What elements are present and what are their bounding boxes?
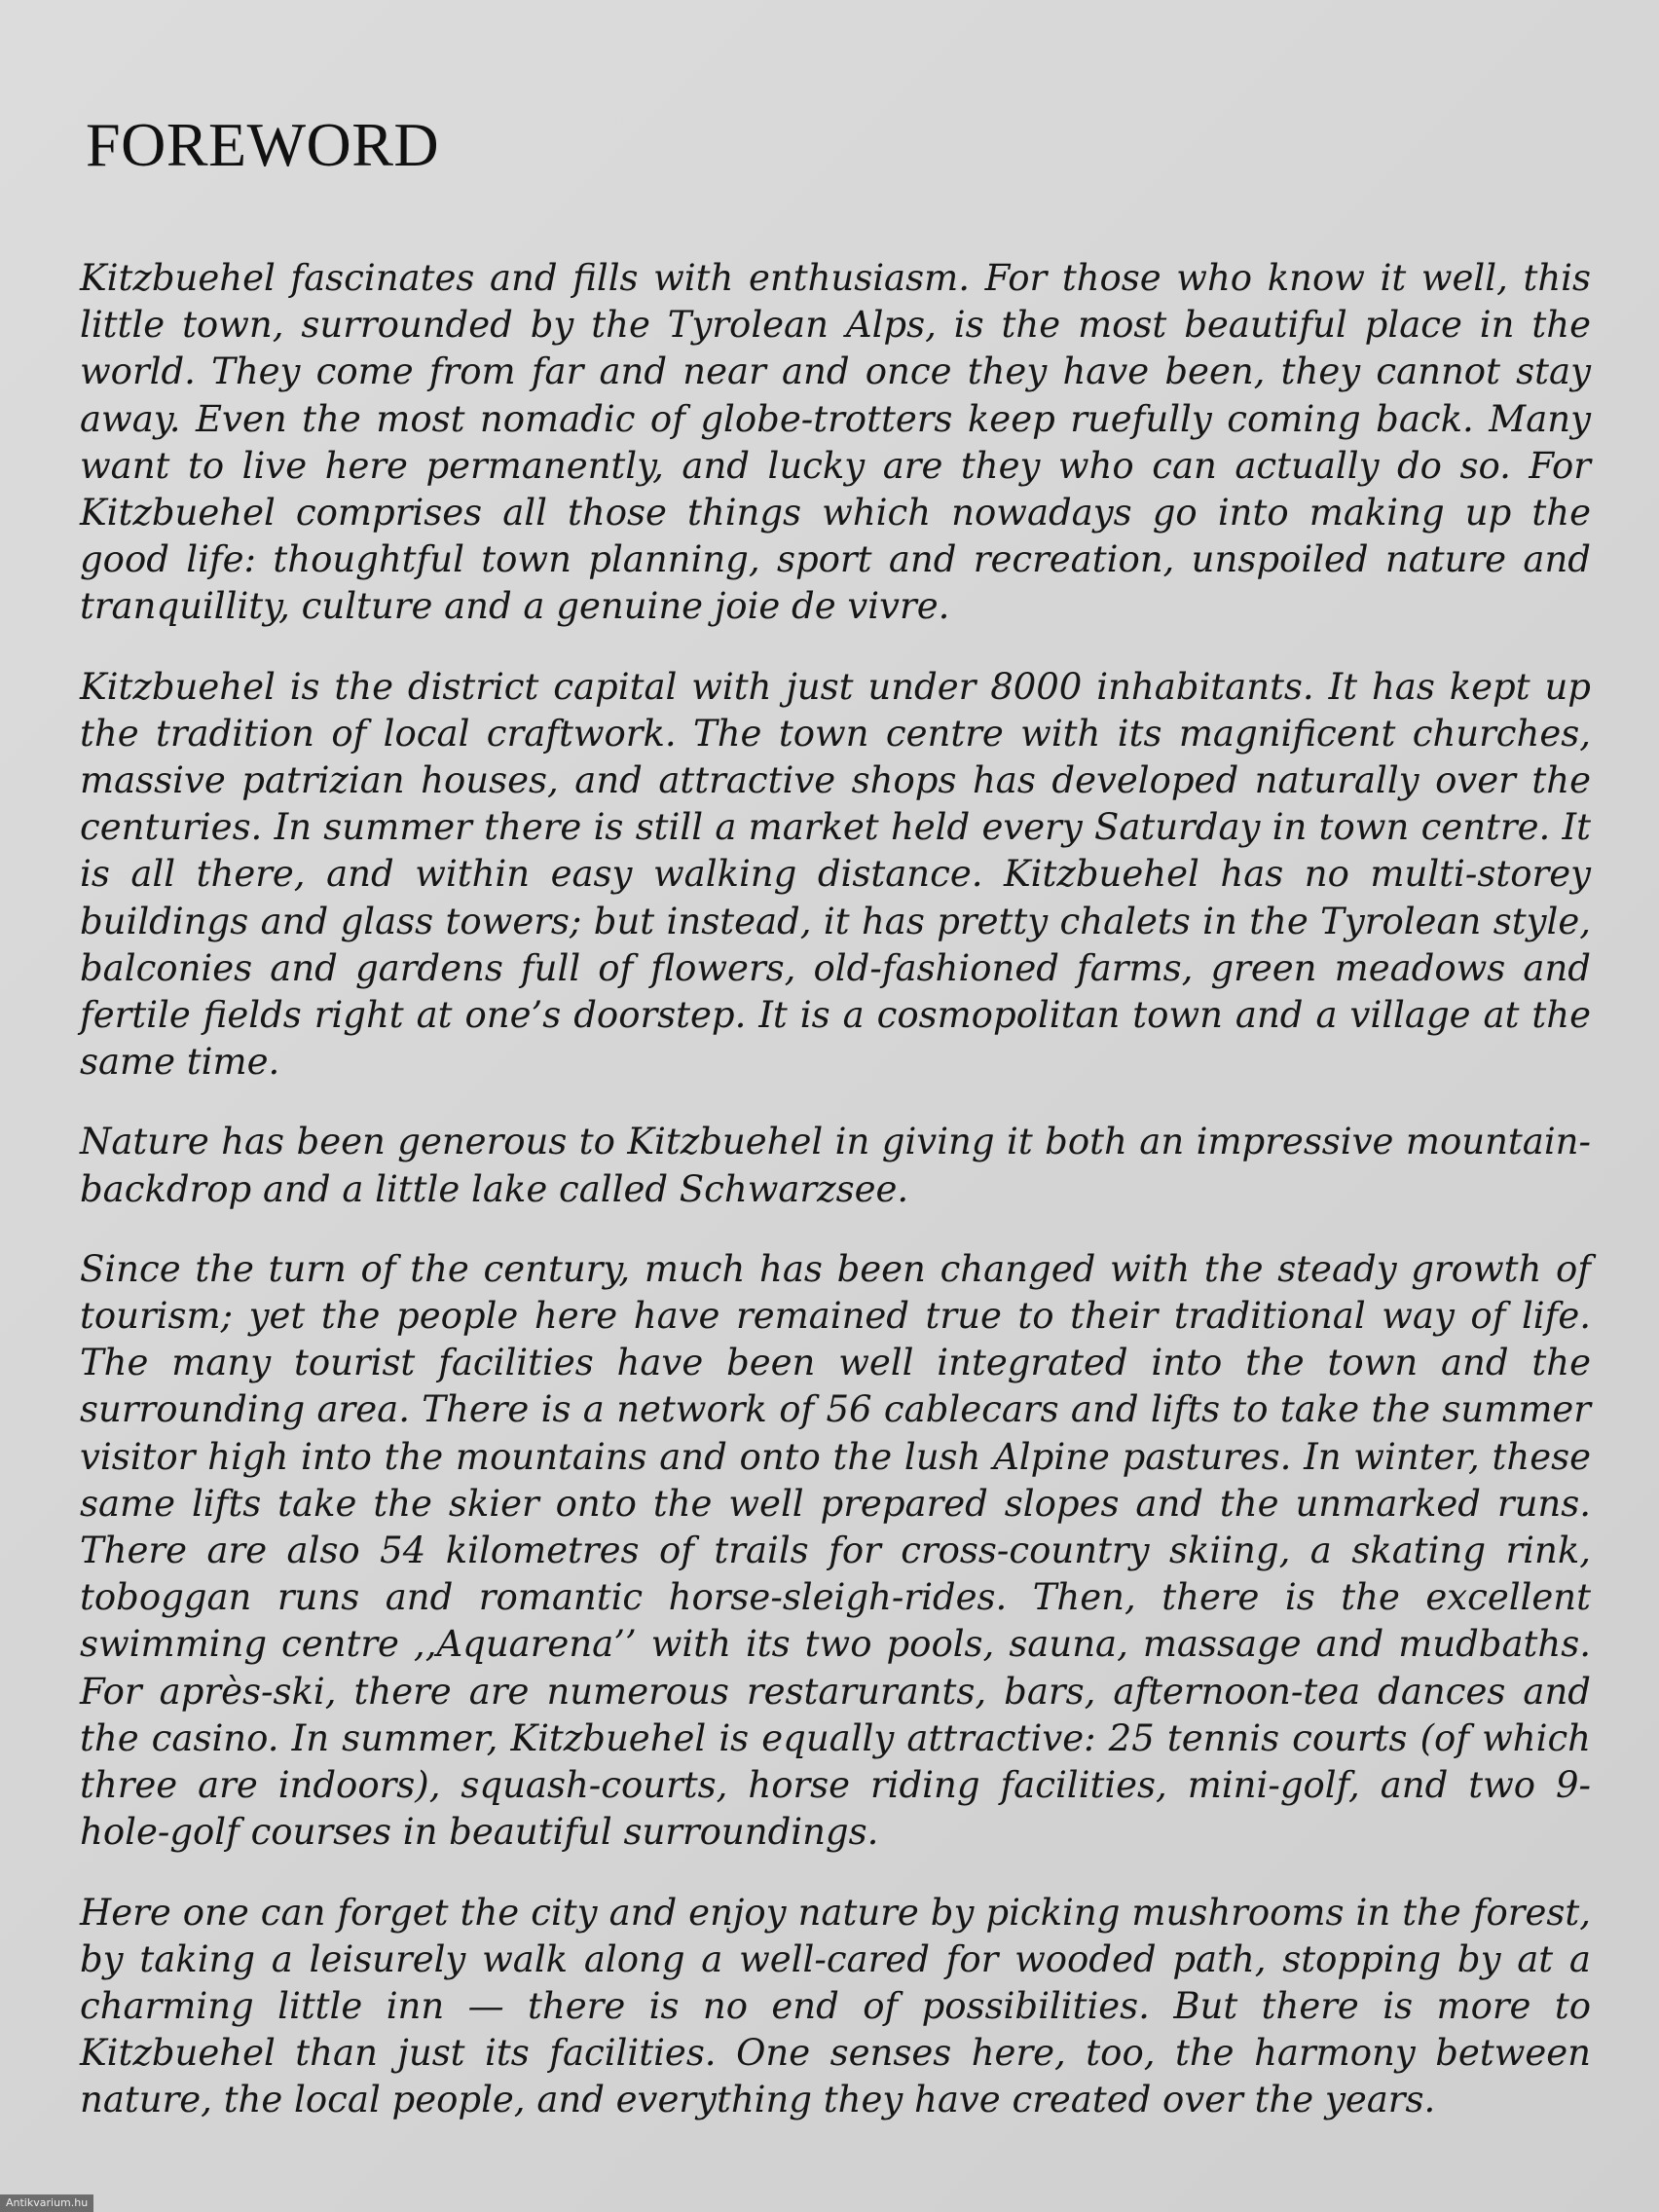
watermark-label: Antikvarium.hu [0,2194,93,2212]
page-title: FOREWORD [86,110,440,179]
paragraph-4: Since the turn of the century, much has been changed with the steady growth of tourism; yet the people here have remained true to their traditional way of life. The many tourist facilities have been well integrated into the town and the surrounding area. There is a network of 56 cablecars and lifts to take the summer visitor high into the mountains and onto the lush Alpine pastures. In winter, these same lifts take the skier onto the well prepared slopes and the unmarked runs. There are also 54 kilometres of trails for cross-country skiing, a skating rink, toboggan runs and romantic horse-sleigh-rides. Then, there is the excellent swimming centre ,,Aquarena’’ with its two pools, sauna, massage and mudbaths. For après-ski, there are numerous restarurants, bars, afternoon-tea dances and the casino. In summer, Kitzbuehel is equally attractive: 25 tennis courts (of which three are indoors), squash-courts, horse riding facilities, mini-golf, and two 9-hole-golf courses in beautiful surroundings. [80,1247,1591,1854]
paragraph-2: Kitzbuehel is the district capital with just under 8000 inhabitants. It has kept up the tradition of local craftwork. The town centre with its magnificent churches, massive patrizian houses, and attractive shops has developed naturally over the centuries. In summer there is still a market held every Saturday in town centre. It is all there, and within easy walking distance. Kitzbuehel has no multi-storey buildings and glass towers; but instead, it has pretty chalets in the Tyrolean style, balconies and gardens full of flowers, old-fashioned farms, green meadows and fertile fields right at one’s doorstep. It is a cosmopolitan town and a village at the same time. [80,665,1591,1084]
foreword-body [80,255,1591,2157]
paragraph-5: Here one can forget the city and enjoy nature by picking mushrooms in the forest, by taking a leisurely walk along a well-cared for wooded path, stopping by at a charming little inn — there is no end of possibilities. But there is more to Kitzbuehel than just its facilities. One senses here, too, the harmony between nature, the local people, and everything they have created over the years. [80,1891,1591,2121]
paragraph-3: Nature has been generous to Kitzbuehel in giving it both an impressive mountain-backdrop and a little lake called Schwarzsee. [80,1121,1591,1210]
paragraph-1: Kitzbuehel fascinates and fills with enthusiasm. For those who know it well, this little town, surrounded by the Tyrolean Alps, is the most beautiful place in the world. They come from far and near and once they have been, they cannot stay away. Even the most nomadic of globe-trotters keep ruefully coming back. Many want to live here permanently, and lucky are they who can actually do so. For Kitzbuehel comprises all those things which nowadays go into making up the good life: thoughtful town planning, sport and recreation, unspoiled nature and tranquillity, culture and a genuine joie de vivre. [80,257,1591,628]
